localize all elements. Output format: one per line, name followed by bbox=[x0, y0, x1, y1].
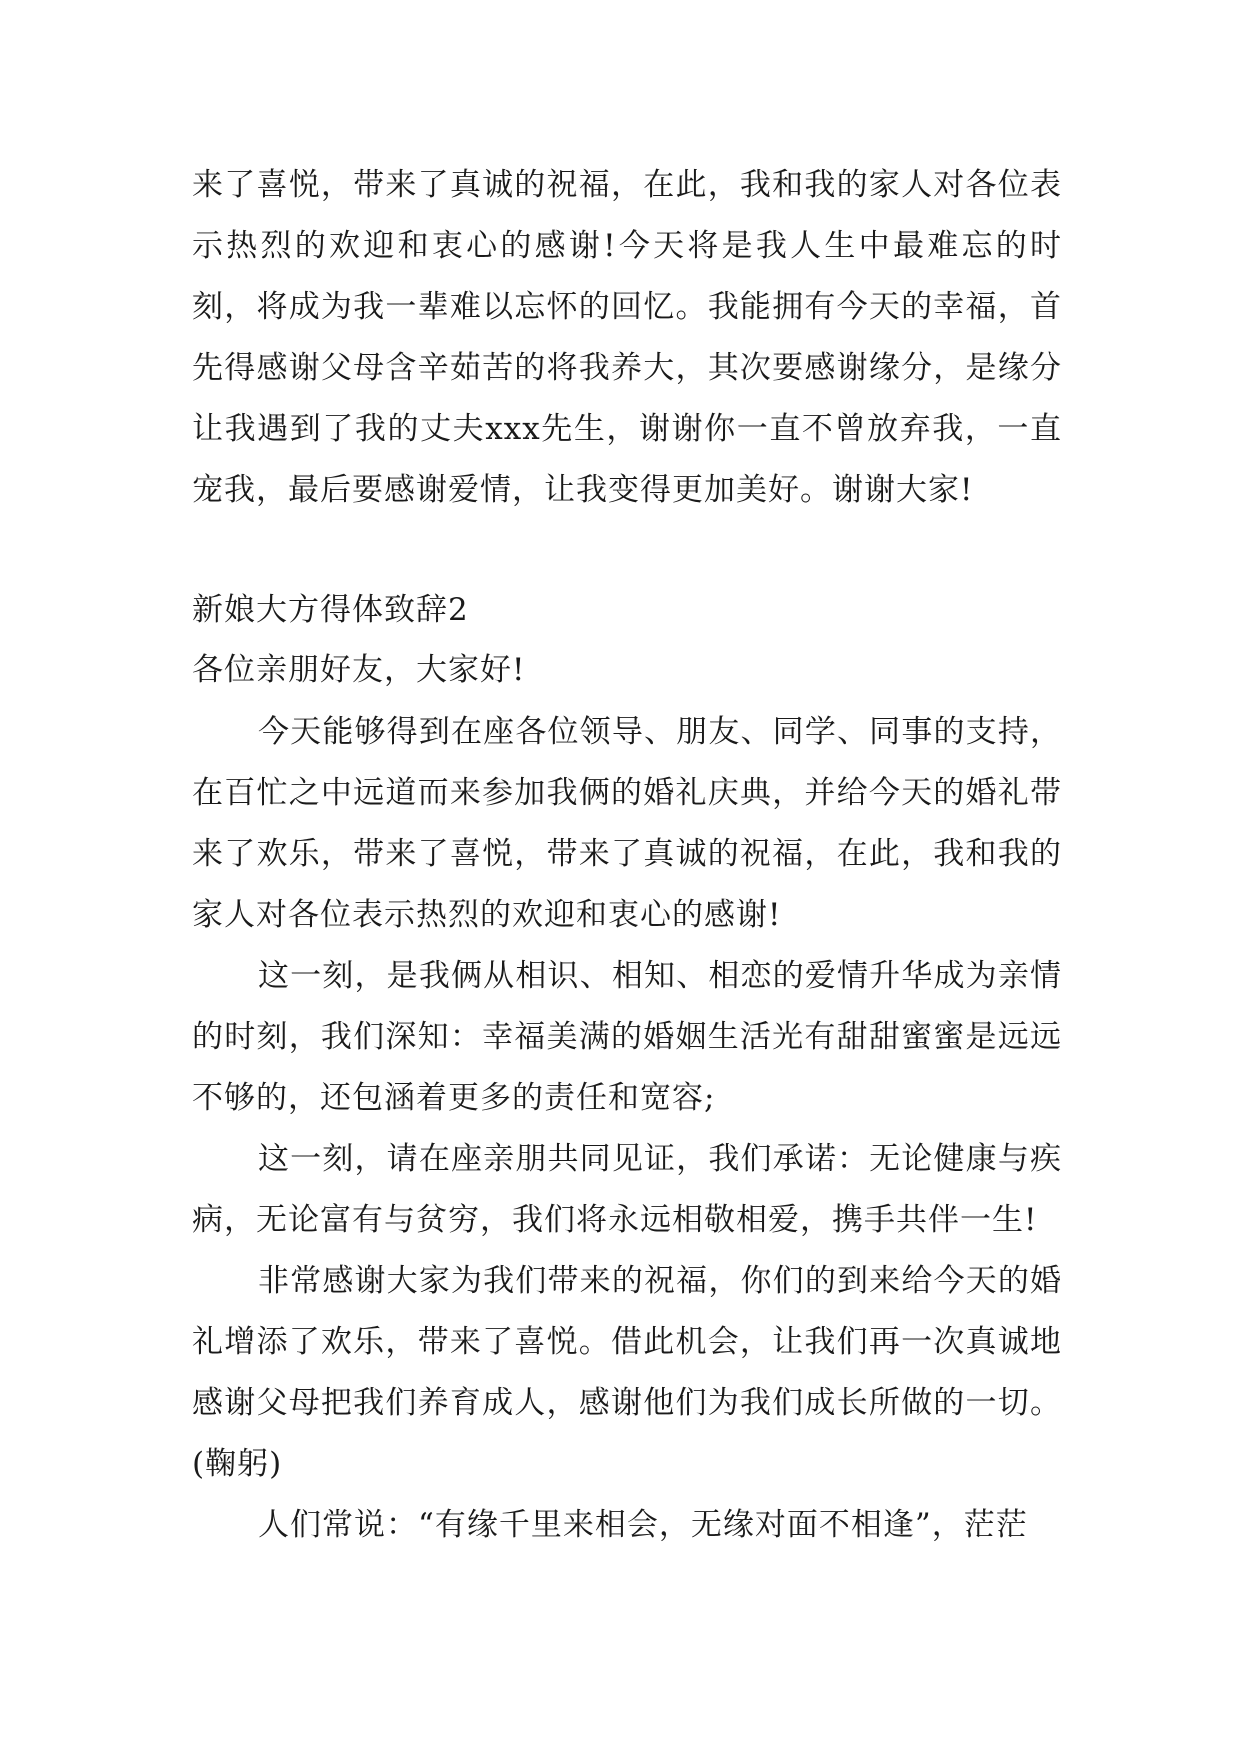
body-paragraph: 人们常说：“有缘千里来相会，无缘对面不相逢”，茫茫 bbox=[258, 1507, 1028, 1543]
body-paragraph: 这一刻，请在座亲朋共同见证，我们承诺：无论健康与疾病，无论富有与贫穷，我们将永远相敬相爱，携手共伴一生! bbox=[192, 1141, 1062, 1238]
section-title: 新娘大方得体致辞2 bbox=[192, 592, 469, 628]
document-body bbox=[192, 155, 1062, 1556]
greeting-line: 各位亲朋好友，大家好! bbox=[192, 652, 526, 688]
body-paragraph: 非常感谢大家为我们带来的祝福，你们的到来给今天的婚礼增添了欢乐，带来了喜悦。借此机会，让我们再一次真诚地感谢父母把我们养育成人，感谢他们为我们成长所做的一切。(鞠躬) bbox=[192, 1263, 1062, 1482]
body-paragraph: 这一刻，是我俩从相识、相知、相恋的爱情升华成为亲情的时刻，我们深知：幸福美满的婚姻生活光有甜甜蜜蜜是远远不够的，还包涵着更多的责任和宽容; bbox=[192, 958, 1062, 1116]
intro-paragraph: 来了喜悦，带来了真诚的祝福，在此，我和我的家人对各位表示热烈的欢迎和衷心的感谢!今天将是我人生中最难忘的时刻，将成为我一辈难以忘怀的回忆。我能拥有今天的幸福，首先得感谢父母含辛茹苦的将我养大，其次要感谢缘分，是缘分让我遇到了我的丈夫xxx先生，谢谢你一直不曾放弃我，一直宠我，最后要感谢爱情，让我变得更加美好。谢谢大家! bbox=[192, 167, 1062, 508]
section-spacer bbox=[192, 521, 1062, 582]
body-paragraph: 今天能够得到在座各位领导、朋友、同学、同事的支持，在百忙之中远道而来参加我俩的婚礼庆典，并给今天的婚礼带来了欢乐，带来了喜悦，带来了真诚的祝福，在此，我和我的家人对各位表示热烈的欢迎和衷心的感谢! bbox=[192, 714, 1062, 933]
